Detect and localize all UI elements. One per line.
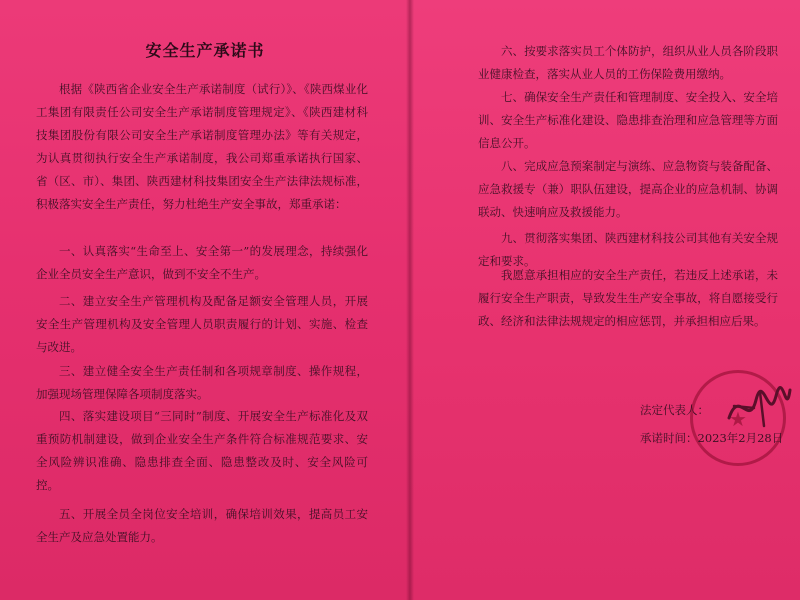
commitment-item-1: 一、认真落实“生命至上、安全第一”的发展理念，持续强化企业全员安全生产意识，做到不安全不生产。 xyxy=(36,244,368,281)
handwritten-signature xyxy=(724,378,794,438)
commitment-item-7: 七、确保安全生产责任和管理制度、安全投入、安全培训、安全生产标准化建设、隐患排查治理和应急管理等方面信息公开。 xyxy=(478,90,778,150)
seal-star-icon: ★ xyxy=(729,407,747,431)
commitment-item-2: 二、建立安全生产管理机构及配备足额安全管理人员，开展安全生产管理机构及安全管理人员职责履行的计划、实施、检查与改进。 xyxy=(36,294,368,354)
commitment-date: 承诺时间：2023年2月28日 xyxy=(640,431,784,445)
intro-paragraph: 根据《陕西省企业安全生产承诺制度（试行）》、《陕西煤业化工集团有限责任公司安全生产承诺制度管理规定》、《陕西建材科技集团股份有限公司安全生产承诺制度管理办法》等有关规定，为认真贯彻执行安全生产承诺制度，我公司郑重承诺执行国家、省（区、市）、集团、陕西建材科技集团安全生产法律法规标准，积极落实安全生产责任，努力杜绝生产安全事故，郑重承诺： xyxy=(36,82,368,211)
closing-statement: 我愿意承担相应的安全生产责任，若违反上述承诺，未履行安全生产职责，导致发生生产安全事故，将自愿接受行政、经济和法律法规规定的相应惩罚，并承担相应后果。 xyxy=(478,268,778,328)
commitment-item-5: 五、开展全员全岗位安全培训，确保培训效果，提高员工安全生产及应急处置能力。 xyxy=(36,507,368,544)
document-title: 安全生产承诺书 xyxy=(145,41,265,60)
commitment-item-9: 九、贯彻落实集团、陕西建材科技公司其他有关安全规定和要求。 xyxy=(478,231,778,268)
commitment-item-6: 六、按要求落实员工个体防护，组织从业人员各阶段职业健康检查，落实从业人员的工伤保险费用缴纳。 xyxy=(478,44,778,81)
legal-representative-label: 法定代表人： xyxy=(640,403,709,417)
page-fold xyxy=(406,0,414,600)
commitment-item-4: 四、落实建设项目“三同时”制度、开展安全生产标准化及双重预防机制建设，做到企业安全生产条件符合标准规范要求、安全风险辨识准确、隐患排查全面、隐患整改及时、安全风险可控。 xyxy=(36,409,368,492)
commitment-item-3: 三、建立健全安全生产责任制和各项规章制度、操作规程，加强现场管理保障各项制度落实。 xyxy=(36,364,368,401)
commitment-item-8: 八、完成应急预案制定与演练、应急物资与装备配备、应急救援专（兼）职队伍建设，提高企业的应急机制、协调联动、快速响应及救援能力。 xyxy=(478,159,778,219)
